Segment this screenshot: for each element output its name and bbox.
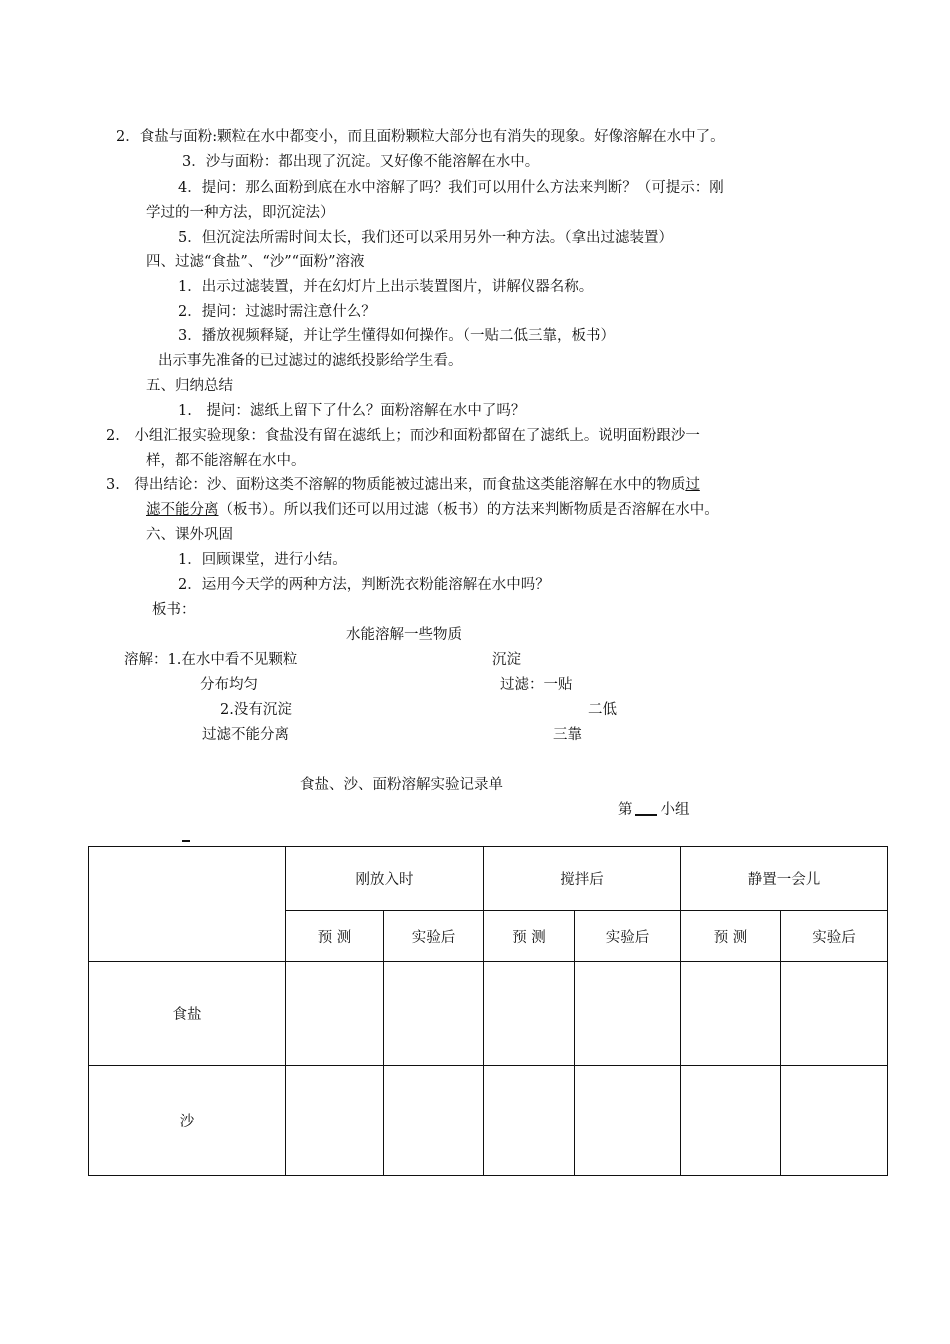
entry-cell[interactable] <box>575 962 681 1066</box>
text-line: 3．沙与面粉：都出现了沉淀。又好像不能溶解在水中。 <box>182 154 540 170</box>
sub-header: 实验后 <box>384 911 484 962</box>
group-label <box>618 800 690 820</box>
text-line: 1．出示过滤装置，并在幻灯片上出示装置图片，讲解仪器名称。 <box>178 279 594 295</box>
board-text: 溶解：1.在水中看不见颗粒 <box>124 652 298 668</box>
text-line <box>146 500 719 520</box>
section-heading: 五、归纳总结 <box>146 378 233 394</box>
board-text: 三靠 <box>553 727 582 743</box>
row-label: 沙 <box>89 1066 286 1176</box>
stage-header: 静置一会儿 <box>681 847 888 911</box>
underlined-text: 滤不能分离 <box>146 502 219 518</box>
entry-cell[interactable] <box>781 962 888 1066</box>
entry-cell[interactable] <box>681 1066 781 1176</box>
text-line: 2．提问：过滤时需注意什么？ <box>178 304 376 320</box>
section-heading: 六、课外巩固 <box>146 527 233 543</box>
board-title: 水能溶解一些物质 <box>346 627 462 643</box>
board-text: 沉淀 <box>492 652 521 668</box>
sub-header: 预 测 <box>286 911 384 962</box>
sub-header: 预 测 <box>484 911 575 962</box>
board-text: 过滤：一贴 <box>500 677 573 693</box>
board-label: 板书： <box>152 602 196 618</box>
text-line: 1. 提问：滤纸上留下了什么？面粉溶解在水中了吗？ <box>178 403 526 419</box>
entry-cell[interactable] <box>286 1066 384 1176</box>
entry-cell[interactable] <box>575 1066 681 1176</box>
section-heading: 四、过滤“食盐”、“沙”“面粉”溶液 <box>146 254 365 270</box>
text-segment: 3. 得出结论：沙、面粉这类不溶解的物质能被过滤出来，而食盐这类能溶解在水中的物质 <box>106 477 686 493</box>
text-line: 3．播放视频释疑，并让学生懂得如何操作。（一贴二低三靠，板书） <box>178 328 615 344</box>
text-line: 样，都不能溶解在水中。 <box>146 453 306 469</box>
text-line: 出示事先准备的已过滤过的滤纸投影给学生看。 <box>158 353 463 369</box>
group-prefix: 第 <box>618 802 633 818</box>
board-text: 2.没有沉淀 <box>220 702 292 718</box>
corner-cell <box>89 847 286 962</box>
text-line: 1．回顾课堂，进行小结。 <box>178 552 347 568</box>
entry-cell[interactable] <box>681 962 781 1066</box>
sub-header: 预 测 <box>681 911 781 962</box>
text-line: 2. 小组汇报实验现象：食盐没有留在滤纸上；而沙和面粉都留在了滤纸上。说明面粉跟沙一 <box>106 428 700 444</box>
text-line: 2．运用今天学的两种方法，判断洗衣粉能溶解在水中吗？ <box>178 577 550 593</box>
table-row <box>89 1066 888 1176</box>
row-label: 食盐 <box>89 962 286 1066</box>
board-text: 分布均匀 <box>200 677 258 693</box>
entry-cell[interactable] <box>286 962 384 1066</box>
text-line: 2．食盐与面粉:颗粒在水中都变小，而且面粉颗粒大部分也有消失的现象。好像溶解在水中了。 <box>116 129 725 145</box>
entry-cell[interactable] <box>384 1066 484 1176</box>
text-line: 学过的一种方法，即沉淀法） <box>146 205 335 221</box>
group-blank <box>635 800 657 816</box>
text-line <box>106 475 700 495</box>
table-header-row <box>89 847 888 911</box>
record-title: 食盐、沙、面粉溶解实验记录单 <box>300 777 503 793</box>
text-line: 5．但沉淀法所需时间太长，我们还可以采用另外一种方法。（拿出过滤装置） <box>178 230 673 246</box>
text-segment: （板书）。所以我们还可以用过滤（板书）的方法来判断物质是否溶解在水中。 <box>218 502 719 518</box>
dash-mark <box>182 840 190 842</box>
table-row <box>89 962 888 1066</box>
sub-header: 实验后 <box>781 911 888 962</box>
board-text: 过滤不能分离 <box>202 727 289 743</box>
underlined-text: 过 <box>685 477 700 493</box>
board-text: 二低 <box>588 702 617 718</box>
sub-header: 实验后 <box>575 911 681 962</box>
group-suffix: 小组 <box>660 802 690 818</box>
entry-cell[interactable] <box>484 1066 575 1176</box>
text-line: 4．提问：那么面粉到底在水中溶解了吗？我们可以用什么方法来判断？（可提示：刚 <box>178 180 724 196</box>
stage-header: 搅拌后 <box>484 847 681 911</box>
entry-cell[interactable] <box>781 1066 888 1176</box>
record-table <box>88 846 888 1176</box>
entry-cell[interactable] <box>384 962 484 1066</box>
stage-header: 刚放入时 <box>286 847 484 911</box>
entry-cell[interactable] <box>484 962 575 1066</box>
